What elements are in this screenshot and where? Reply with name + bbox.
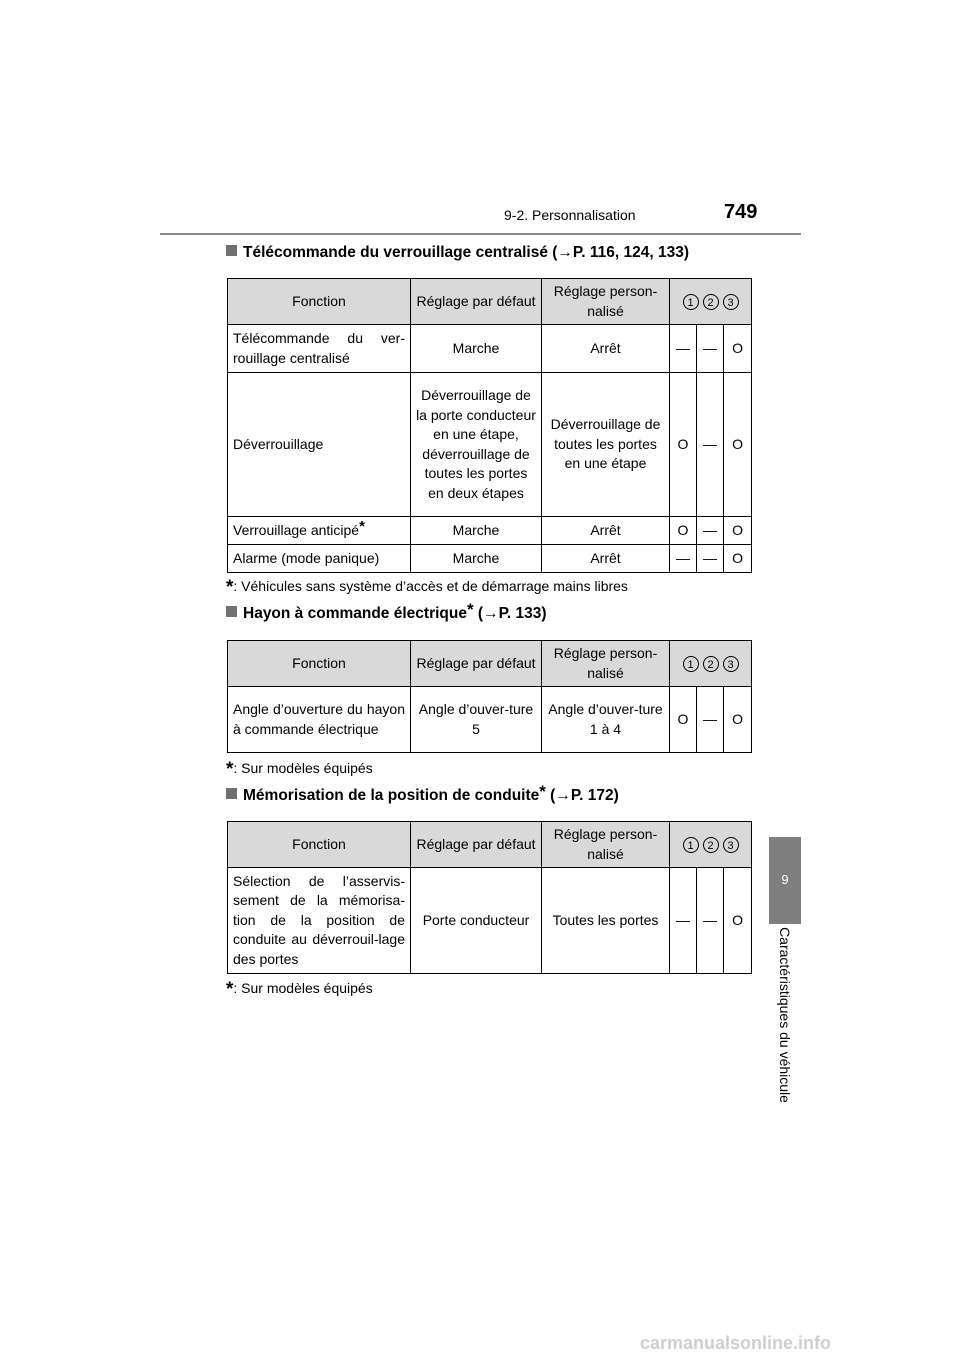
cell-method-3: O bbox=[724, 517, 752, 545]
arrow-icon: → bbox=[483, 605, 499, 622]
asterisk-icon: * bbox=[226, 979, 234, 1000]
cell-method-1: O bbox=[670, 373, 697, 517]
asterisk-icon: * bbox=[539, 782, 546, 801]
cell-method-1: — bbox=[670, 868, 697, 974]
cell-function: Télécommande du ver-rouillage centralisé bbox=[228, 325, 411, 373]
cell-method-2: — bbox=[697, 687, 724, 753]
section-heading-driving-position-memory bbox=[226, 782, 619, 805]
header-divider bbox=[160, 233, 801, 235]
column-header-custom: Réglage person-nalisé bbox=[542, 822, 670, 868]
section-heading-power-tailgate bbox=[226, 600, 547, 623]
table-row bbox=[228, 517, 752, 545]
column-header-function: Fonction bbox=[228, 279, 411, 325]
page-reference-link[interactable]: P. 133) bbox=[498, 605, 547, 622]
cell-method-3: O bbox=[724, 868, 752, 974]
cell-default: Marche bbox=[411, 517, 542, 545]
footnote-driving-position-memory bbox=[226, 979, 373, 1001]
square-bullet-icon bbox=[226, 245, 237, 256]
chapter-title-text: Caractéristiques du véhicule bbox=[777, 927, 793, 1103]
column-header-function: Fonction bbox=[228, 822, 411, 868]
cell-method-3: O bbox=[724, 373, 752, 517]
footnote-text: : Sur modèles équipés bbox=[233, 760, 373, 776]
column-header-methods bbox=[670, 279, 752, 325]
cell-method-2: — bbox=[697, 545, 724, 573]
cell-method-1: — bbox=[670, 325, 697, 373]
table-row bbox=[228, 545, 752, 573]
cell-function: Déverrouillage bbox=[228, 373, 411, 517]
column-header-default: Réglage par défaut bbox=[411, 641, 542, 687]
cell-function-text: Verrouillage anticipé bbox=[233, 521, 360, 538]
cell-method-3: O bbox=[724, 545, 752, 573]
asterisk-icon: * bbox=[466, 600, 474, 619]
cell-custom: Arrêt bbox=[542, 517, 670, 545]
cell-method-3: O bbox=[724, 687, 752, 753]
page-reference-link[interactable]: P. 172) bbox=[570, 787, 619, 804]
cell-custom: Arrêt bbox=[542, 545, 670, 573]
cell-custom: Toutes les portes bbox=[542, 868, 670, 974]
column-header-custom: Réglage person-nalisé bbox=[542, 641, 670, 687]
settings-table-remote-lock bbox=[227, 278, 752, 573]
footnote-text: : Véhicules sans système d’accès et de démarrage mains libres bbox=[233, 578, 628, 594]
cell-function: Alarme (mode panique) bbox=[228, 545, 411, 573]
page-number: 749 bbox=[724, 201, 758, 223]
column-header-default: Réglage par défaut bbox=[411, 822, 542, 868]
method-1-icon: 1 bbox=[683, 837, 699, 853]
footnote-power-tailgate bbox=[226, 759, 373, 781]
cell-default: Marche bbox=[411, 545, 542, 573]
chapter-number: 9 bbox=[781, 872, 789, 887]
column-header-custom: Réglage person-nalisé bbox=[542, 279, 670, 325]
cell-function bbox=[228, 517, 411, 545]
method-1-icon: 1 bbox=[683, 656, 699, 672]
settings-table-driving-position-memory bbox=[227, 821, 752, 974]
cell-default: Marche bbox=[411, 325, 542, 373]
column-header-default: Réglage par défaut bbox=[411, 279, 542, 325]
heading-paren: ( bbox=[473, 605, 484, 622]
arrow-icon: → bbox=[555, 787, 571, 804]
settings-table-power-tailgate bbox=[227, 640, 752, 753]
cell-default: Angle d’ouver-ture 5 bbox=[411, 687, 542, 753]
cell-method-2: — bbox=[697, 325, 724, 373]
heading-text: Mémorisation de la position de conduite bbox=[243, 787, 540, 804]
column-header-methods bbox=[670, 641, 752, 687]
cell-method-2: — bbox=[697, 373, 724, 517]
heading-paren: ( bbox=[545, 787, 556, 804]
column-header-function: Fonction bbox=[228, 641, 411, 687]
square-bullet-icon bbox=[226, 606, 237, 617]
footnote-text: : Sur modèles équipés bbox=[233, 980, 373, 996]
method-3-icon: 3 bbox=[723, 294, 739, 310]
table-row bbox=[228, 325, 752, 373]
cell-default: Déverrouillage de la porte conducteur en une étape, déverrouillage de toutes les portes en deux étapes bbox=[411, 373, 542, 517]
footnote-remote-lock bbox=[226, 577, 628, 599]
method-2-icon: 2 bbox=[703, 294, 719, 310]
method-3-icon: 3 bbox=[723, 656, 739, 672]
section-breadcrumb: 9-2. Personnalisation bbox=[504, 207, 636, 223]
table-row bbox=[228, 687, 752, 753]
heading-text: Hayon à commande électrique bbox=[243, 605, 467, 622]
arrow-icon: → bbox=[557, 244, 573, 261]
cell-method-1: — bbox=[670, 545, 697, 573]
cell-method-2: — bbox=[697, 517, 724, 545]
method-1-icon: 1 bbox=[683, 294, 699, 310]
cell-function: Angle d’ouverture du hayon à commande électrique bbox=[228, 687, 411, 753]
method-3-icon: 3 bbox=[723, 837, 739, 853]
chapter-tab[interactable] bbox=[769, 837, 801, 924]
table-row bbox=[228, 868, 752, 974]
heading-text: Télécommande du verrouillage centralisé ( bbox=[243, 244, 558, 261]
square-bullet-icon bbox=[226, 788, 237, 799]
cell-method-3: O bbox=[724, 325, 752, 373]
asterisk-icon: * bbox=[226, 759, 234, 780]
asterisk-icon: * bbox=[359, 517, 365, 535]
cell-method-2: — bbox=[697, 868, 724, 974]
cell-default: Porte conducteur bbox=[411, 868, 542, 974]
column-header-methods bbox=[670, 822, 752, 868]
table-row bbox=[228, 373, 752, 517]
page-reference-link[interactable]: P. 116, 124, 133) bbox=[572, 244, 689, 261]
cell-function: Sélection de l’asservis-sement de la mémorisa-tion de la position de conduite au déverrouil-lage des portes bbox=[228, 868, 411, 974]
cell-method-1: O bbox=[670, 517, 697, 545]
method-2-icon: 2 bbox=[703, 656, 719, 672]
method-2-icon: 2 bbox=[703, 837, 719, 853]
section-heading-remote-lock bbox=[226, 244, 689, 262]
watermark: carmanualsonline.info bbox=[640, 1333, 832, 1353]
asterisk-icon: * bbox=[226, 577, 234, 598]
cell-method-1: O bbox=[670, 687, 697, 753]
cell-custom: Arrêt bbox=[542, 325, 670, 373]
cell-custom: Angle d’ouver-ture 1 à 4 bbox=[542, 687, 670, 753]
cell-custom: Déverrouillage de toutes les portes en une étape bbox=[542, 373, 670, 517]
